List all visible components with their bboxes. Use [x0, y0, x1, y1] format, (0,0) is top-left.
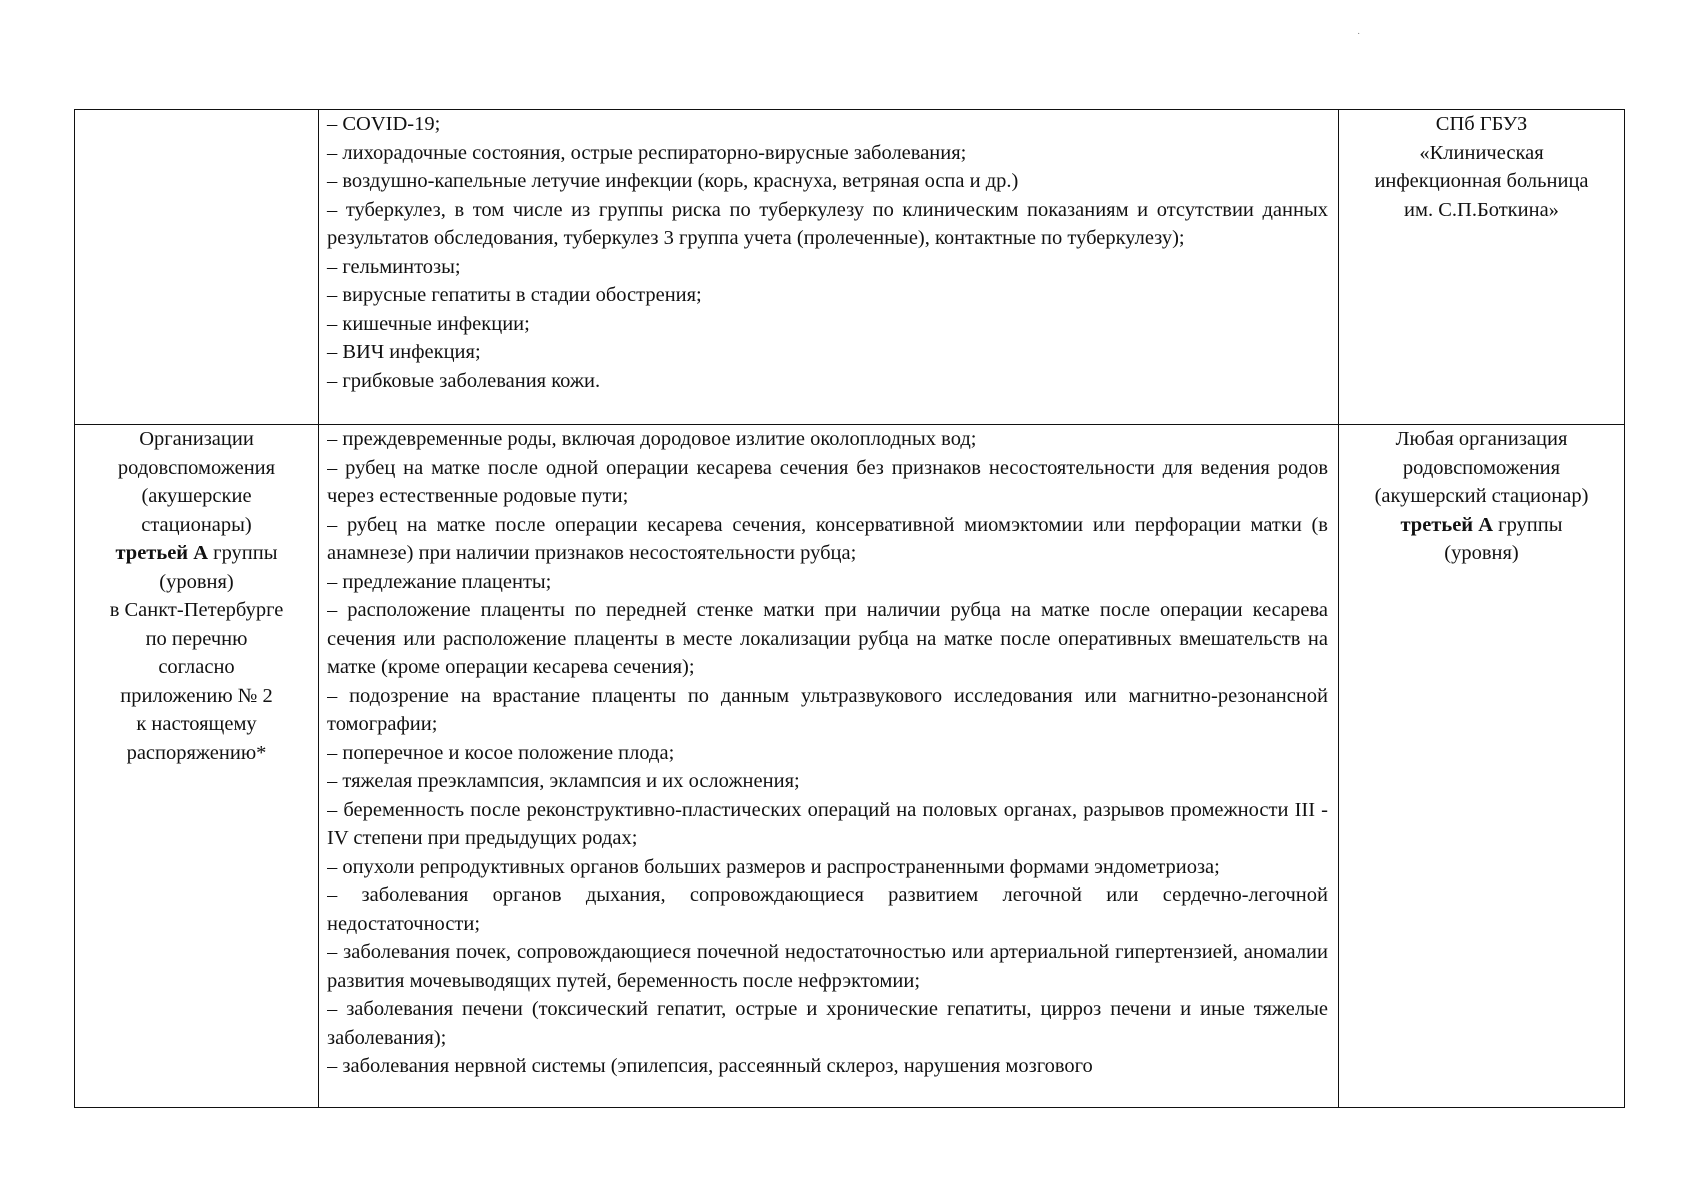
organization-line: Организации [139, 428, 254, 450]
condition-item: – COVID-19; [327, 113, 441, 135]
condition-item: – преждевременные роды, включая дородовое излитие околоплодных вод; [327, 428, 977, 450]
condition-item: – туберкулез, в том числе из группы риска по туберкулезу по клиническим показаниям и отсутствии данных результатов обследования, туберкулез 3 группа учета (пролеченные), контактные по туберкулезу); [327, 198, 1328, 249]
conditions-cell [319, 110, 1339, 425]
condition-item: – заболевания органов дыхания, сопровождающиеся развитием легочной или сердечно-легочной недостаточности; [327, 884, 1328, 935]
destination-line: родовспоможения [1402, 456, 1561, 479]
condition-item: – заболевания почек, сопровождающиеся почечной недостаточностью или артериальной гипертензией, аномалии развития мочевыводящих путей, беременность после нефрэктомии; [327, 941, 1328, 992]
condition-item: – расположение плаценты по передней стенке матки при наличии рубца на матке после операции кесарева сечения или расположение плаценты в месте локализации рубца на матке после оперативных вмешательств на матке (кроме операции кесарева сечения); [327, 599, 1328, 678]
condition-item: – рубец на матке после операции кесарева сечения, консервативной миомэктомии или перфорации матки (в анамнезе) при наличии признаков несостоятельности рубца; [327, 513, 1328, 564]
organization-line: стационары) [141, 513, 252, 536]
organization-line: (уровня) [159, 570, 234, 593]
group-emphasis: третьей А [115, 542, 209, 564]
organization-cell [75, 110, 319, 425]
condition-item: – кишечные инфекции; [327, 312, 530, 335]
condition-item: – беременность после реконструктивно-пластических операций на половых органах, разрывов промежности III - IV степени при предыдущих родах; [327, 798, 1328, 849]
routing-table [74, 109, 1625, 1108]
condition-item: – предлежание плаценты; [327, 570, 552, 593]
destination-line: инфекционная больница [1374, 170, 1589, 192]
condition-item: – тяжелая преэклампсия, эклампсия и их осложнения; [327, 770, 800, 792]
organization-line: в Санкт-Петербурге [109, 599, 284, 621]
conditions-cell [319, 425, 1339, 1108]
condition-item: – вирусные гепатиты в стадии обострения; [327, 284, 702, 306]
destination-line: (акушерский стационар) [1374, 485, 1589, 507]
organization-cell [75, 425, 319, 1108]
scan-speck: ˙ [1357, 32, 1361, 43]
destination-line: им. С.П.Боткина» [1404, 198, 1559, 221]
organization-group-line [79, 539, 314, 568]
condition-item: – рубец на матке после одной операции кесарева сечения без признаков несостоятельности для ведения родов через естественные родовые пути; [327, 456, 1328, 507]
condition-item: – подозрение на врастание плаценты по данным ультразвукового исследования или магнитно-резонансной томографии; [327, 684, 1328, 735]
condition-item: – опухоли репродуктивных органов больших размеров и распространенными формами эндометриоза; [327, 855, 1220, 878]
organization-line: распоряжению* [126, 741, 267, 764]
condition-item: – лихорадочные состояния, острые респираторно-вирусные заболевания; [327, 141, 967, 164]
destination-group-line [1343, 511, 1620, 540]
condition-item: – поперечное и косое положение плода; [327, 741, 675, 764]
organization-line: (акушерские [141, 485, 252, 507]
group-suffix: группы [1493, 513, 1563, 536]
condition-item: – воздушно-капельные летучие инфекции (корь, краснуха, ветряная оспа и др.) [327, 170, 1019, 192]
condition-item: – ВИЧ инфекция; [327, 341, 481, 363]
organization-line: к настоящему [136, 713, 257, 735]
destination-line: СПб ГБУЗ [1435, 113, 1528, 135]
table-row [75, 110, 1625, 425]
conditions-list [327, 425, 1328, 1107]
condition-item: – грибковые заболевания кожи. [327, 369, 601, 392]
destination-line: «Клиническая [1419, 141, 1544, 164]
organization-line: родовспоможения [117, 456, 276, 479]
destination-cell [1339, 425, 1625, 1108]
group-emphasis: третьей А [1400, 513, 1494, 536]
organization-line: по перечню [145, 627, 248, 650]
table-row [75, 425, 1625, 1108]
destination-cell [1339, 110, 1625, 425]
condition-item: – заболевания печени (токсический гепатит, острые и хронические гепатиты, цирроз печени и иные тяжелые заболевания); [327, 998, 1328, 1049]
organization-line: приложению № 2 [120, 684, 273, 707]
destination-line: (уровня) [1444, 542, 1519, 564]
condition-item: – заболевания нервной системы (эпилепсия, рассеянный склероз, нарушения мозгового [327, 1055, 1093, 1077]
destination-line: Любая организация [1395, 428, 1568, 450]
organization-line: согласно [158, 656, 235, 678]
condition-item: – гельминтозы; [327, 255, 461, 278]
group-suffix: группы [208, 542, 278, 564]
